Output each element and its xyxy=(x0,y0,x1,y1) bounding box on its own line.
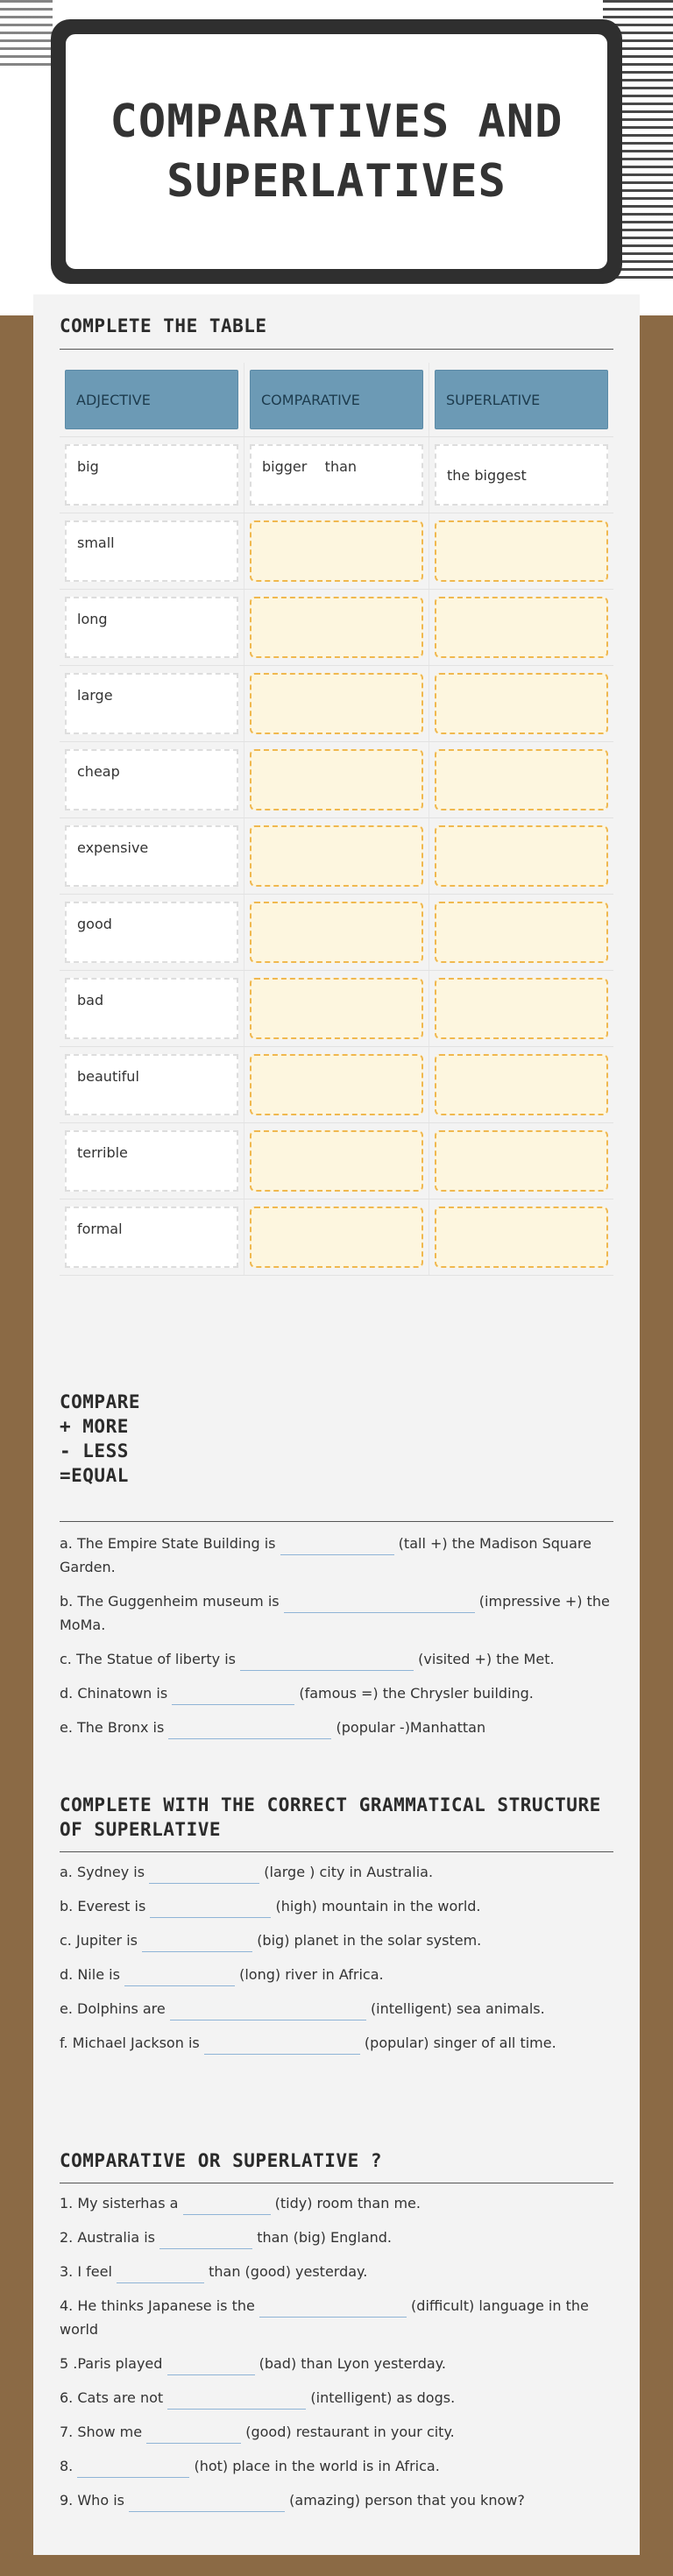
comparative-cell xyxy=(244,742,429,817)
adjective-cell xyxy=(60,742,244,817)
table-row xyxy=(60,666,613,742)
question-text-before: 3. I feel xyxy=(60,2263,112,2280)
question-text-after: (difficult) language in the world xyxy=(60,2297,589,2338)
question-item xyxy=(60,2260,620,2283)
question-text-after: than (big) England. xyxy=(257,2229,392,2246)
question-text-after: than (good) yesterday. xyxy=(209,2263,368,2280)
superlative-cell xyxy=(429,1047,613,1122)
question-text-before: 1. My sisterhas a xyxy=(60,2195,179,2212)
table-row xyxy=(60,742,613,818)
question-text-after: (big) planet in the solar system. xyxy=(257,1932,482,1949)
title-board xyxy=(51,19,622,284)
header-adjective: ADJECTIVE xyxy=(65,370,238,429)
decorative-stripes-left xyxy=(0,0,53,70)
adjective-value: cheap xyxy=(65,749,238,810)
section-title-mixed: COMPARATIVE OR SUPERLATIVE ? xyxy=(60,2150,383,2171)
comparative-cell xyxy=(244,1200,429,1275)
table-row xyxy=(60,1123,613,1200)
question-text-before: b. Everest is xyxy=(60,1898,146,1914)
question-item xyxy=(60,1963,620,1986)
adjective-cell xyxy=(60,590,244,665)
question-item xyxy=(60,2386,620,2410)
compare-title-line: + MORE xyxy=(60,1416,129,1437)
comparative-input[interactable] xyxy=(250,673,423,734)
superlative-input[interactable] xyxy=(435,1054,608,1115)
answer-blank[interactable] xyxy=(159,2233,252,2249)
question-item xyxy=(60,2294,620,2341)
question-item xyxy=(60,2031,620,2055)
answer-blank[interactable] xyxy=(259,2302,407,2318)
answer-blank[interactable] xyxy=(280,1539,394,1555)
question-text-before: a. Sydney is xyxy=(60,1864,145,1880)
answer-blank[interactable] xyxy=(129,2496,285,2512)
header-cell xyxy=(429,363,613,436)
answer-blank[interactable] xyxy=(168,1723,331,1739)
question-text-after: (intelligent) sea animals. xyxy=(370,2000,545,2017)
answer-blank[interactable] xyxy=(172,1689,294,1705)
superlative-cell xyxy=(429,513,613,589)
question-text-before: a. The Empire State Building is xyxy=(60,1535,276,1552)
answer-blank[interactable] xyxy=(117,2268,204,2283)
question-item xyxy=(60,1589,620,1637)
comparative-input[interactable] xyxy=(250,1207,423,1268)
question-text-before: 9. Who is xyxy=(60,2492,124,2509)
comparative-input[interactable] xyxy=(250,520,423,582)
superlative-input[interactable] xyxy=(435,520,608,582)
question-text-after: (bad) than Lyon yesterday. xyxy=(259,2355,446,2372)
question-item xyxy=(60,2488,620,2512)
compare-title-line: - LESS xyxy=(60,1440,129,1461)
question-text-after: (famous =) the Chrysler building. xyxy=(299,1685,534,1702)
comparative-cell xyxy=(244,666,429,741)
question-item xyxy=(60,1681,620,1705)
table-row xyxy=(60,513,613,590)
superlative-input[interactable] xyxy=(435,749,608,810)
question-text-after: (good) restaurant in your city. xyxy=(245,2424,455,2440)
adjective-value: expensive xyxy=(65,825,238,887)
table-row-example xyxy=(60,437,613,513)
question-text-after: (long) river in Africa. xyxy=(239,1966,384,1983)
comparative-input[interactable] xyxy=(250,902,423,963)
section-rule xyxy=(60,349,613,350)
question-text-before: 6. Cats are not xyxy=(60,2389,164,2406)
answer-blank[interactable] xyxy=(142,1936,252,1952)
adjective-value: terrible xyxy=(65,1130,238,1192)
comparative-input[interactable] xyxy=(250,978,423,1039)
superlative-cell xyxy=(429,1200,613,1275)
comparative-input[interactable] xyxy=(250,825,423,887)
title-board-inner xyxy=(63,32,610,272)
question-item xyxy=(60,1997,620,2020)
section-title-table: COMPLETE THE TABLE xyxy=(60,315,267,336)
comparative-cell xyxy=(244,590,429,665)
superlative-cell xyxy=(429,666,613,741)
answer-blank[interactable] xyxy=(204,2039,360,2055)
table-row xyxy=(60,895,613,971)
question-text-after: (amazing) person that you know? xyxy=(289,2492,525,2509)
answer-blank[interactable] xyxy=(284,1597,475,1613)
header-superlative: SUPERLATIVE xyxy=(435,370,608,429)
page-title: COMPARATIVES AND SUPERLATIVES xyxy=(110,96,563,208)
question-item xyxy=(60,1894,620,1918)
adjective-value: bad xyxy=(65,978,238,1039)
comparative-cell xyxy=(244,971,429,1046)
question-item xyxy=(60,2454,620,2478)
adjective-value: big xyxy=(65,444,238,506)
superlative-cell xyxy=(429,437,613,513)
compare-title-line: =EQUAL xyxy=(60,1465,129,1486)
question-text-before: 2. Australia is xyxy=(60,2229,155,2246)
adjective-value: formal xyxy=(65,1207,238,1268)
question-text-before: 7. Show me xyxy=(60,2424,143,2440)
question-text-after: (hot) place in the world is in Africa. xyxy=(194,2458,440,2474)
adjective-value: good xyxy=(65,902,238,963)
table-body xyxy=(60,513,613,1276)
comparative-input[interactable] xyxy=(250,1054,423,1115)
question-text-before: d. Chinatown is xyxy=(60,1685,168,1702)
question-item xyxy=(60,2226,620,2249)
answer-blank[interactable] xyxy=(240,1655,414,1671)
adjective-cell xyxy=(60,666,244,741)
question-text-before: f. Michael Jackson is xyxy=(60,2035,200,2051)
question-text-before: 4. He thinks Japanese is the xyxy=(60,2297,255,2314)
compare-title-line: COMPARE xyxy=(60,1391,141,1412)
question-text-after: (popular) singer of all time. xyxy=(364,2035,556,2051)
question-item xyxy=(60,1928,620,1952)
question-item xyxy=(60,1716,620,1739)
comparative-cell xyxy=(244,895,429,970)
superlative-cell xyxy=(429,971,613,1046)
comparative-cell xyxy=(244,1123,429,1199)
table-row xyxy=(60,818,613,895)
table-header-row xyxy=(60,363,613,437)
question-text-before: 8. xyxy=(60,2458,74,2474)
answer-blank[interactable] xyxy=(170,2005,366,2020)
answer-blank[interactable] xyxy=(149,1868,259,1884)
header-cell xyxy=(60,363,244,436)
adjective-cell xyxy=(60,1200,244,1275)
header-cell xyxy=(244,363,429,436)
comparison-table xyxy=(60,363,613,1276)
question-text-before: e. Dolphins are xyxy=(60,2000,166,2017)
comparative-input[interactable] xyxy=(250,749,423,810)
superlative-cell xyxy=(429,1123,613,1199)
comparative-cell xyxy=(244,437,429,513)
comparative-cell xyxy=(244,1047,429,1122)
question-item xyxy=(60,2191,620,2215)
superlative-input[interactable] xyxy=(435,902,608,963)
adjective-cell xyxy=(60,895,244,970)
question-text-before: d. Nile is xyxy=(60,1966,120,1983)
comparative-cell xyxy=(244,818,429,894)
adjective-cell xyxy=(60,971,244,1046)
adjective-cell xyxy=(60,513,244,589)
adjective-value: beautiful xyxy=(65,1054,238,1115)
superlative-cell xyxy=(429,742,613,817)
question-text-after: (large ) city in Australia. xyxy=(264,1864,434,1880)
table-row xyxy=(60,590,613,666)
comparative-example: bigger than xyxy=(250,444,423,506)
adjective-value: long xyxy=(65,597,238,658)
superlative-input[interactable] xyxy=(435,978,608,1039)
superlative-input[interactable] xyxy=(435,597,608,658)
section-title-compare xyxy=(60,1390,140,1488)
question-text-before: c. Jupiter is xyxy=(60,1932,138,1949)
question-item xyxy=(60,2420,620,2444)
section-rule xyxy=(60,1851,613,1852)
question-text-after: (tidy) room than me. xyxy=(274,2195,421,2212)
header-comparative: COMPARATIVE xyxy=(250,370,423,429)
question-text-before: b. The Guggenheim museum is xyxy=(60,1593,280,1610)
superlative-input[interactable] xyxy=(435,825,608,887)
adjective-cell xyxy=(60,818,244,894)
answer-blank[interactable] xyxy=(167,2394,306,2410)
comparative-cell xyxy=(244,513,429,589)
question-item xyxy=(60,2352,620,2375)
superlative-input[interactable] xyxy=(435,1130,608,1192)
question-item xyxy=(60,1647,620,1671)
question-item xyxy=(60,1860,620,1884)
answer-blank[interactable] xyxy=(167,2360,255,2375)
answer-blank[interactable] xyxy=(146,2428,241,2444)
adjective-cell xyxy=(60,437,244,513)
superlative-example: the biggest xyxy=(435,444,608,506)
question-text-after: (impressive +) the MoMa. xyxy=(60,1593,610,1633)
comparative-input[interactable] xyxy=(250,1130,423,1192)
table-row xyxy=(60,971,613,1047)
question-text-before: e. The Bronx is xyxy=(60,1719,165,1736)
superlative-input[interactable] xyxy=(435,673,608,734)
question-text-after: (popular -)Manhattan xyxy=(336,1719,486,1736)
adjective-cell xyxy=(60,1047,244,1122)
question-text-after: (intelligent) as dogs. xyxy=(310,2389,456,2406)
answer-blank[interactable] xyxy=(77,2462,189,2478)
table-row xyxy=(60,1047,613,1123)
superlative-input[interactable] xyxy=(435,1207,608,1268)
answer-blank[interactable] xyxy=(183,2199,271,2215)
question-text-after: (tall +) the Madison Square Garden. xyxy=(60,1535,592,1575)
section-title-superlative: COMPLETE WITH THE CORRECT GRAMMATICAL STRUCTURE OF SUPERLATIVE xyxy=(60,1794,601,1840)
adjective-value: large xyxy=(65,673,238,734)
superlative-cell xyxy=(429,895,613,970)
adjective-cell xyxy=(60,1123,244,1199)
question-text-before: c. The Statue of liberty is xyxy=(60,1651,236,1667)
comparative-input[interactable] xyxy=(250,597,423,658)
section-rule xyxy=(60,1521,613,1522)
question-item xyxy=(60,1532,620,1579)
table-row xyxy=(60,1200,613,1276)
question-text-before: 5 .Paris played xyxy=(60,2355,163,2372)
answer-blank[interactable] xyxy=(150,1902,271,1918)
answer-blank[interactable] xyxy=(124,1971,235,1986)
question-text-after: (high) mountain in the world. xyxy=(275,1898,481,1914)
question-text-after: (visited +) the Met. xyxy=(418,1651,555,1667)
superlative-cell xyxy=(429,590,613,665)
adjective-value: small xyxy=(65,520,238,582)
superlative-cell xyxy=(429,818,613,894)
worksheet-paper xyxy=(33,294,640,2555)
